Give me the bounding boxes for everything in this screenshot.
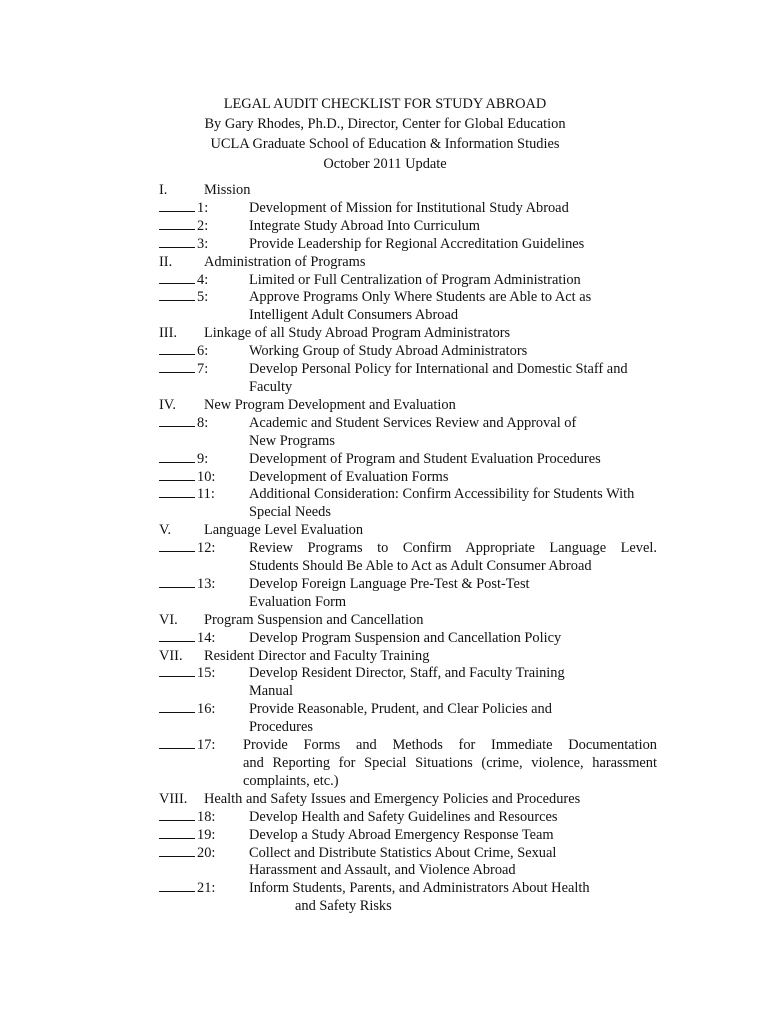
checklist-item	[159, 630, 659, 648]
item-text-continuation: Special Needs	[249, 504, 331, 521]
item-text: Development of Mission for Institutional Study Abroad	[249, 199, 569, 216]
item-text-continuation: and Reporting for Special Situations (crime, violence, harassment	[243, 755, 657, 771]
item-text: Provide Forms and Methods for Immediate Documentation	[243, 737, 657, 754]
author-line: By Gary Rhodes, Ph.D., Director, Center for Global Education	[204, 116, 566, 132]
checkbox-blank[interactable]	[159, 343, 197, 361]
checkbox-blank[interactable]	[159, 272, 197, 290]
item-number: 3:	[197, 235, 209, 252]
item-text: Develop Personal Policy for International and Domestic Staff and	[249, 361, 628, 378]
checkbox-blank[interactable]	[159, 469, 197, 487]
item-text-continuation: complaints, etc.)	[243, 772, 339, 789]
item-text: Working Group of Study Abroad Administrators	[249, 343, 528, 360]
section-heading	[159, 648, 659, 666]
item-number: 18:	[197, 808, 216, 825]
item-text: Develop Health and Safety Guidelines and Resources	[249, 808, 558, 825]
checklist-item	[159, 880, 659, 898]
item-number: 9:	[197, 450, 209, 467]
item-number: 2:	[197, 217, 209, 234]
section-title: Program Suspension and Cancellation	[204, 611, 424, 628]
checkbox-blank[interactable]	[159, 737, 197, 755]
section-number: I.	[159, 182, 168, 198]
section-number: V.	[159, 522, 172, 539]
checkbox-blank[interactable]	[159, 289, 197, 307]
date-line: October 2011 Update	[323, 156, 447, 172]
section-number: IV.	[159, 396, 176, 413]
checkbox-blank[interactable]	[159, 361, 197, 379]
section-heading	[159, 522, 659, 540]
section-heading	[159, 182, 659, 200]
checkbox-blank[interactable]	[159, 486, 197, 504]
section-number: VII.	[159, 647, 183, 664]
item-number: 1:	[197, 199, 209, 216]
checkbox-blank[interactable]	[159, 576, 197, 594]
checklist	[159, 182, 659, 916]
checklist-item	[159, 236, 659, 254]
item-number: 21:	[197, 880, 216, 897]
item-number: 16:	[197, 701, 216, 718]
section-title: New Program Development and Evaluation	[204, 396, 456, 413]
checkbox-blank[interactable]	[159, 218, 197, 236]
item-number: 6:	[197, 343, 209, 360]
checklist-item	[159, 272, 659, 290]
checkbox-blank[interactable]	[159, 880, 197, 898]
section-title: Health and Safety Issues and Emergency Policies and Procedures	[204, 790, 581, 807]
section-number: VIII.	[159, 790, 188, 807]
item-text-continuation: and Safety Risks	[295, 898, 392, 915]
checkbox-blank[interactable]	[159, 845, 197, 863]
item-number: 19:	[197, 826, 216, 843]
item-number: 15:	[197, 665, 216, 682]
section-title: Resident Director and Faculty Training	[204, 647, 430, 664]
item-number: 20:	[197, 844, 216, 861]
section-heading	[159, 325, 659, 343]
item-text: Development of Program and Student Evaluation Procedures	[249, 450, 601, 467]
checkbox-blank[interactable]	[159, 701, 197, 719]
item-number: 13:	[197, 575, 216, 592]
institution-line: UCLA Graduate School of Education & Information Studies	[210, 136, 560, 152]
item-text: Inform Students, Parents, and Administrators About Health	[249, 880, 590, 897]
checklist-item	[159, 415, 659, 433]
checklist-item	[159, 827, 659, 845]
checklist-item	[159, 665, 659, 683]
checkbox-blank[interactable]	[159, 236, 197, 254]
checkbox-blank[interactable]	[159, 415, 197, 433]
checkbox-blank[interactable]	[159, 665, 197, 683]
checklist-item	[159, 576, 659, 594]
item-text-continuation: Procedures	[249, 719, 313, 736]
item-text: Limited or Full Centralization of Program Administration	[249, 271, 581, 288]
section-number: III.	[159, 325, 177, 342]
checklist-item	[159, 486, 659, 504]
item-number: 5:	[197, 289, 209, 306]
section-heading	[159, 791, 659, 809]
checklist-item	[159, 361, 659, 379]
item-text-continuation: Faculty	[249, 378, 293, 395]
section-number: II.	[159, 253, 173, 270]
item-text: Develop a Study Abroad Emergency Response Team	[249, 826, 554, 843]
item-number: 4:	[197, 271, 209, 288]
section-heading	[159, 612, 659, 630]
checkbox-blank[interactable]	[159, 630, 197, 648]
section-number: VI.	[159, 611, 178, 628]
item-text: Development of Evaluation Forms	[249, 468, 449, 485]
checklist-item	[159, 701, 659, 719]
checklist-item	[159, 845, 659, 863]
item-text-continuation: Evaluation Form	[249, 593, 347, 610]
document-title: LEGAL AUDIT CHECKLIST FOR STUDY ABROAD	[223, 96, 547, 112]
item-text: Collect and Distribute Statistics About Crime, Sexual	[249, 844, 557, 861]
item-text: Review Programs to Confirm Appropriate Language Level.	[249, 540, 657, 557]
item-text: Provide Reasonable, Prudent, and Clear Policies and	[249, 701, 552, 718]
item-number: 10:	[197, 468, 216, 485]
checklist-item	[159, 343, 659, 361]
checklist-item	[159, 218, 659, 236]
item-text: Integrate Study Abroad Into Curriculum	[249, 217, 481, 234]
item-number: 14:	[197, 629, 216, 646]
checklist-item	[159, 200, 659, 218]
item-text-continuation: Students Should Be Able to Act as Adult Consumer Abroad	[249, 558, 592, 575]
section-title: Language Level Evaluation	[204, 522, 364, 539]
item-text: Approve Programs Only Where Students are Able to Act as	[249, 289, 592, 306]
item-number: 11:	[197, 486, 215, 503]
checklist-item	[159, 809, 659, 827]
item-number: 8:	[197, 414, 209, 431]
item-text-continuation: Manual	[249, 683, 293, 700]
item-number: 17:	[197, 737, 216, 754]
document-header	[0, 94, 770, 174]
section-title: Administration of Programs	[204, 253, 366, 270]
checklist-item	[159, 737, 659, 755]
checkbox-blank[interactable]	[159, 200, 197, 218]
item-text-continuation: Harassment and Assault, and Violence Abroad	[249, 862, 516, 879]
checkbox-blank[interactable]	[159, 451, 197, 469]
section-heading	[159, 397, 659, 415]
checklist-item	[159, 469, 659, 487]
checkbox-blank[interactable]	[159, 809, 197, 827]
item-text: Develop Program Suspension and Cancellation Policy	[249, 629, 562, 646]
checkbox-blank[interactable]	[159, 827, 197, 845]
item-text: Additional Consideration: Confirm Accessibility for Students With	[249, 486, 635, 503]
item-number: 12:	[197, 540, 216, 557]
checklist-item	[159, 540, 659, 558]
item-text-continuation: Intelligent Adult Consumers Abroad	[249, 307, 459, 324]
item-number: 7:	[197, 361, 209, 378]
checkbox-blank[interactable]	[159, 540, 197, 558]
item-text-continuation: New Programs	[249, 432, 335, 449]
item-text: Provide Leadership for Regional Accreditation Guidelines	[249, 235, 585, 252]
item-text: Develop Foreign Language Pre-Test & Post-Test	[249, 575, 530, 592]
item-text: Develop Resident Director, Staff, and Faculty Training	[249, 665, 565, 682]
section-title: Linkage of all Study Abroad Program Administrators	[204, 325, 511, 342]
section-title: Mission	[204, 182, 251, 198]
checklist-item	[159, 451, 659, 469]
checklist-item	[159, 289, 659, 307]
item-text: Academic and Student Services Review and Approval of	[249, 414, 577, 431]
section-heading	[159, 254, 659, 272]
